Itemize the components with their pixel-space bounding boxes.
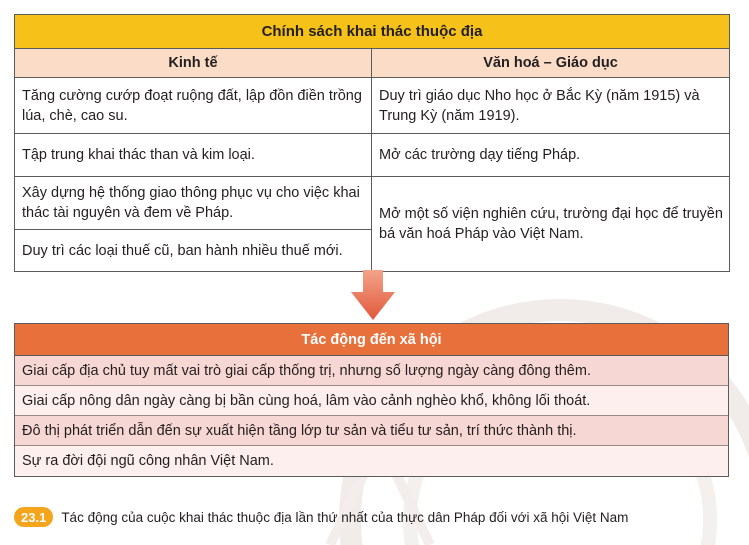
column-header-economy: Kinh tế: [15, 49, 372, 78]
economy-item: Tập trung khai thác than và kim loại.: [15, 134, 372, 177]
culture-item: Mở một số viện nghiên cứu, trường đại học để truyền bá văn hoá Pháp vào Việt Nam.: [372, 177, 730, 272]
economy-item: Duy trì các loại thuế cũ, ban hành nhiều thuế mới.: [15, 230, 372, 272]
impact-row: Giai cấp nông dân ngày càng bị bần cùng hoá, lâm vào cảnh nghèo khổ, không lối thoát.: [15, 386, 728, 416]
economy-item: Tăng cường cướp đoạt ruộng đất, lập đồn điền trồng lúa, chè, cao su.: [15, 78, 372, 134]
impact-table-title: Tác động đến xã hội: [15, 324, 728, 356]
column-header-culture-education: Văn hoá – Giáo dục: [372, 49, 730, 78]
impact-row: Sự ra đời đội ngũ công nhân Việt Nam.: [15, 446, 728, 476]
impact-row: Đô thị phát triển dẫn đến sự xuất hiện tầng lớp tư sản và tiểu tư sản, trí thức thành thị.: [15, 416, 728, 446]
figure-caption: [14, 505, 628, 529]
policy-table-title: Chính sách khai thác thuộc địa: [15, 15, 730, 49]
impact-row: Giai cấp địa chủ tuy mất vai trò giai cấp thống trị, nhưng số lượng ngày càng đông thêm.: [15, 356, 728, 386]
down-arrow-icon: [351, 270, 395, 320]
figure-caption-text: Tác động của cuộc khai thác thuộc địa lần thứ nhất của thực dân Pháp đối với xã hội Việt Nam: [61, 509, 629, 525]
impact-table: [14, 323, 729, 477]
culture-item: Duy trì giáo dục Nho học ở Bắc Kỳ (năm 1915) và Trung Kỳ (năm 1919).: [372, 78, 730, 134]
policy-table: [14, 14, 730, 272]
economy-item: Xây dựng hệ thống giao thông phục vụ cho việc khai thác tài nguyên và đem về Pháp.: [15, 177, 372, 230]
figure-number-badge: 23.1: [14, 507, 53, 527]
culture-item: Mở các trường dạy tiếng Pháp.: [372, 134, 730, 177]
